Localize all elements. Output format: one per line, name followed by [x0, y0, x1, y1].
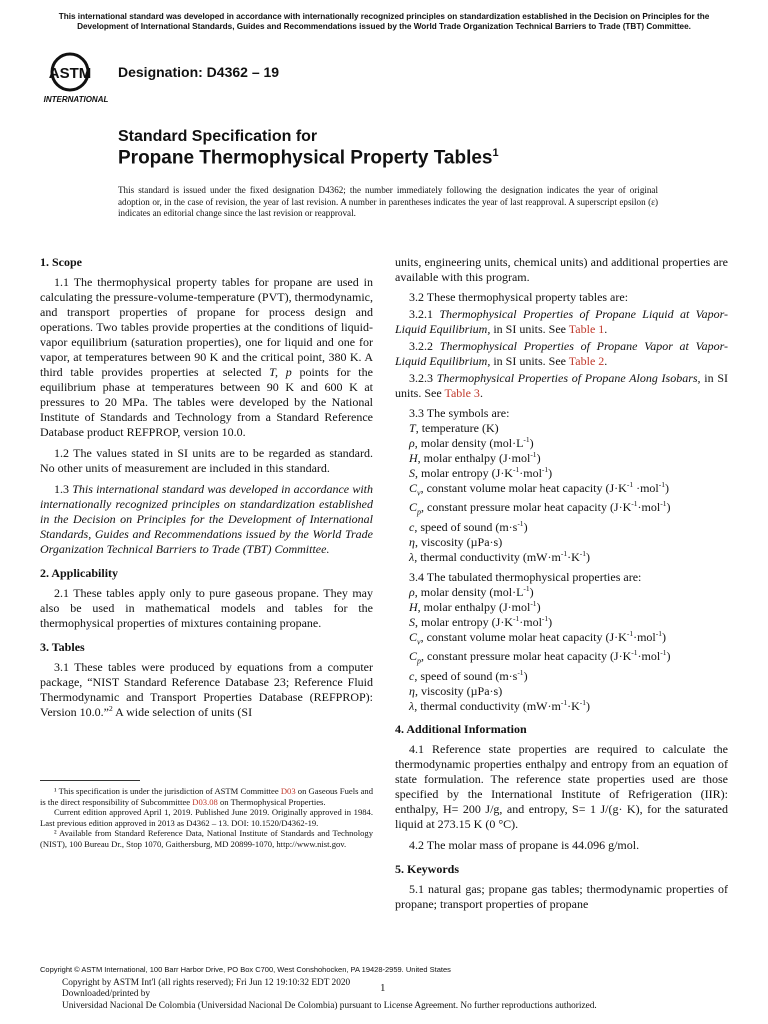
- footnote-edition: Current edition approved April 1, 2019. Published June 2019. Originally approved in 1984. Last previous edition approved in 2013 as D4362 – 13. DOI: 10.1520/D4362-19.: [40, 807, 373, 828]
- svg-text:INTERNATIONAL: INTERNATIONAL: [43, 95, 109, 104]
- table-item: 3.2.1 Thermophysical Properties of Propane Liquid at Vapor-Liquid Equilibrium, in SI units. See Table 1.: [395, 307, 729, 336]
- section-additional-heading: 4. Additional Information: [395, 721, 527, 736]
- title-line-1: Standard Specification for: [118, 128, 318, 145]
- tables-3-3: 3.3 The symbols are:: [409, 406, 510, 420]
- symbol-item: H, molar enthalpy (J·mol$^{-1}$): [409, 450, 541, 465]
- astm-logo: [40, 50, 112, 106]
- symbol-item: $C_v$, constant volume molar heat capacity $(J\cdot K^{-1} \cdot mol^{-1})$: [409, 480, 670, 498]
- title-line-2: Propane Thermophysical Property Tables$^1$: [118, 147, 499, 169]
- keywords-5-1: 5.1 natural gas; propane gas tables; thermodynamic properties of propane; transport properties of propane: [395, 881, 728, 911]
- tables-3-2: 3.2 These thermophysical property tables are:: [409, 290, 629, 304]
- symbol-item: c, speed of sound $(m\cdot s^{-1})$: [409, 518, 528, 534]
- section-scope-heading: 1. Scope: [40, 255, 82, 269]
- title-footnote-marker: 1: [492, 147, 499, 159]
- tables-3-1: 3.1 These tables were produced by equations from a computer package, “NIST Standard Reference Database 23; Reference Fluid Thermodynamic and Transport Properties Database (REFPROP): Version 10.0.”$^2$ A wide selection of units (SI: [40, 660, 373, 719]
- symbol-item: c, speed of sound $(m\cdot s^{-1})$: [409, 667, 528, 683]
- scope-1-2: 1.2 The values stated in SI units are to be regarded as standard. No other units of measurement are included in this standard.: [40, 446, 373, 475]
- intro-note: This standard is issued under the fixed designation D4362; the number immediately following the designation indicates the year of original adoption or, in the case of revision, the year of last revision. A number in parentheses indicates the year of last reapproval. A superscript epsilon (ε) indicates an editorial change since the last revision or reapproval.: [118, 185, 658, 218]
- symbol-item: $C_p$, constant pressure molar heat capacity $(J\cdot K^{-1}\cdot mol^{-1})$: [409, 648, 671, 666]
- symbol-item: $C_p$, constant pressure molar heat capacity $(J\cdot K^{-1}\cdot mol^{-1})$: [409, 499, 671, 517]
- table-item: 3.2.3 Thermophysical Properties of Propane Along Isobars, in SI units. See Table 3.: [395, 371, 728, 400]
- symbol-item: ρ, molar density $(mol\cdot L^{-1})$: [409, 435, 534, 450]
- link-d03-08[interactable]: D03.08: [192, 796, 218, 807]
- symbol-item: λ, thermal conductivity $(mW\cdot m^{-1}\cdot K^{-1})$: [409, 697, 590, 713]
- symbol-item: S, molar entropy $(J\cdot K^{-1}\cdot mol^{-1})$: [409, 613, 553, 629]
- additional-4-1: 4.1 Reference state properties are required to calculate the thermodynamic properties enthalpy and entropy from an equation of state formulation. The reference state properties used are those specified by the International Institute of Refrigeration (IIR): enthalpy, H= 200 J/g, and entropy, S= 1 J/(g· K), for the saturated liquid at 273.15 K (0 °C).: [395, 741, 728, 831]
- symbol-item: η, viscosity (µPa·s): [409, 534, 503, 549]
- symbol-item: T, temperature (K): [409, 421, 499, 435]
- footnote-rule: [40, 780, 140, 781]
- symbol-item: η, viscosity (µPa·s): [409, 683, 503, 698]
- symbol-item: ρ, molar density $(mol\cdot L^{-1})$: [409, 583, 534, 599]
- table-link-3[interactable]: Table 3: [444, 386, 480, 400]
- page-number: 1: [380, 982, 386, 994]
- scope-1-3: 1.3 This international standard was developed in accordance with internationally recognized principles on standardization established in the Decision on Principles for the Development of International Standards, Guides and Recommendations issued by the World Trade Organization Technical Barriers to Trade (TBT) Committee.: [40, 482, 374, 556]
- tables-3-4: 3.4 The tabulated thermophysical properties are:: [409, 569, 642, 584]
- table-link-1[interactable]: Table 1: [568, 322, 605, 336]
- section-applicability-heading: 2. Applicability: [40, 566, 119, 580]
- symbol-item: H, molar enthalpy (J·mol$^{-1}$): [409, 598, 541, 614]
- header-notice: This international standard was developed in accordance with internationally recognized principles on standardization established in the Decision on Principles for the Development of International Standards, Guides and Recommendations issued by the World Trade Organization Technical Barriers to Trade (TBT) Committee.: [58, 12, 710, 31]
- scope-1-1: 1.1 The thermophysical property tables for propane are used in calculating the pressure-volume-temperature (PVT), thermodynamic, and transport properties of propane for process design and operations. Two tables provide properties at the conditions of liquid-vapor equilibrium (saturation properties), one for liquid and one for vapor, at temperatures between 90 K and the critical point, 380 K. A third table provides properties at selected T, p points for the equilibrium phase at temperatures between 90 K and 600 K at pressures to 20 MPa. The tables were developed by the National Institute of Standards and Technology from a Standard Reference Database product REFPROP, version 10.0.: [40, 275, 373, 439]
- download-notice: Copyright by ASTM Int'l (all rights reserved); Fri Jun 12 19:10:32 EDT 2020 Downloaded/printed by Universidad Nacional De Colombia (Universidad Nacional De Colombia) pursuant to License Agreement. No further reproductions authorized.: [62, 978, 597, 1011]
- link-d03[interactable]: D03: [280, 786, 296, 796]
- copyright-line: Copyright © ASTM International, 100 Barr Harbor Drive, PO Box C700, West Conshohocken, PA 19428-2959. United States: [40, 965, 451, 974]
- section-keywords-heading: 5. Keywords: [395, 861, 459, 876]
- designation: Designation: D4362 – 19: [118, 64, 280, 80]
- footnote-2: ² Available from Standard Reference Data, National Institute of Standards and Technology (NIST), 100 Bureau Dr., Stop 1070, Gaithersburg, MD 20899-1070, http://www.nist.gov.: [40, 828, 373, 849]
- right-column: [395, 255, 728, 912]
- footnote-1: ¹ This specification is under the jurisdiction of ASTM Committee D03 on Gaseous Fuels and is the direct responsibility of Subcommittee D03.08 on Thermophysical Properties.: [40, 786, 373, 807]
- footnotes: [40, 786, 373, 850]
- table-link-2[interactable]: Table 2: [568, 354, 605, 368]
- svg-text:ASTM: ASTM: [48, 65, 92, 82]
- additional-4-2: 4.2 The molar mass of propane is 44.096 g/mol.: [409, 837, 640, 852]
- table-item: 3.2.2 Thermophysical Properties of Propane Vapor at Vapor-Liquid Equilibrium, in SI units. See Table 2.: [395, 339, 728, 368]
- left-column: [40, 255, 373, 720]
- symbol-item: λ, thermal conductivity $(mW\cdot m^{-1}\cdot K^{-1})$: [409, 548, 590, 564]
- tables-3-1-continued: units, engineering units, chemical units) and additional properties are available with this program.: [395, 255, 728, 284]
- section-tables-heading: 3. Tables: [40, 640, 85, 654]
- symbol-item: $C_v$, constant volume molar heat capacity $(J\cdot K^{-1}\cdot mol^{-1})$: [409, 628, 667, 647]
- symbol-item: S, molar entropy $(J\cdot K^{-1}\cdot mol^{-1})$: [409, 465, 553, 480]
- applicability-2-1: 2.1 These tables apply only to pure gaseous propane. They may also be used in mathematical models and tables for the thermophysical properties of mixtures containing propane.: [40, 586, 373, 630]
